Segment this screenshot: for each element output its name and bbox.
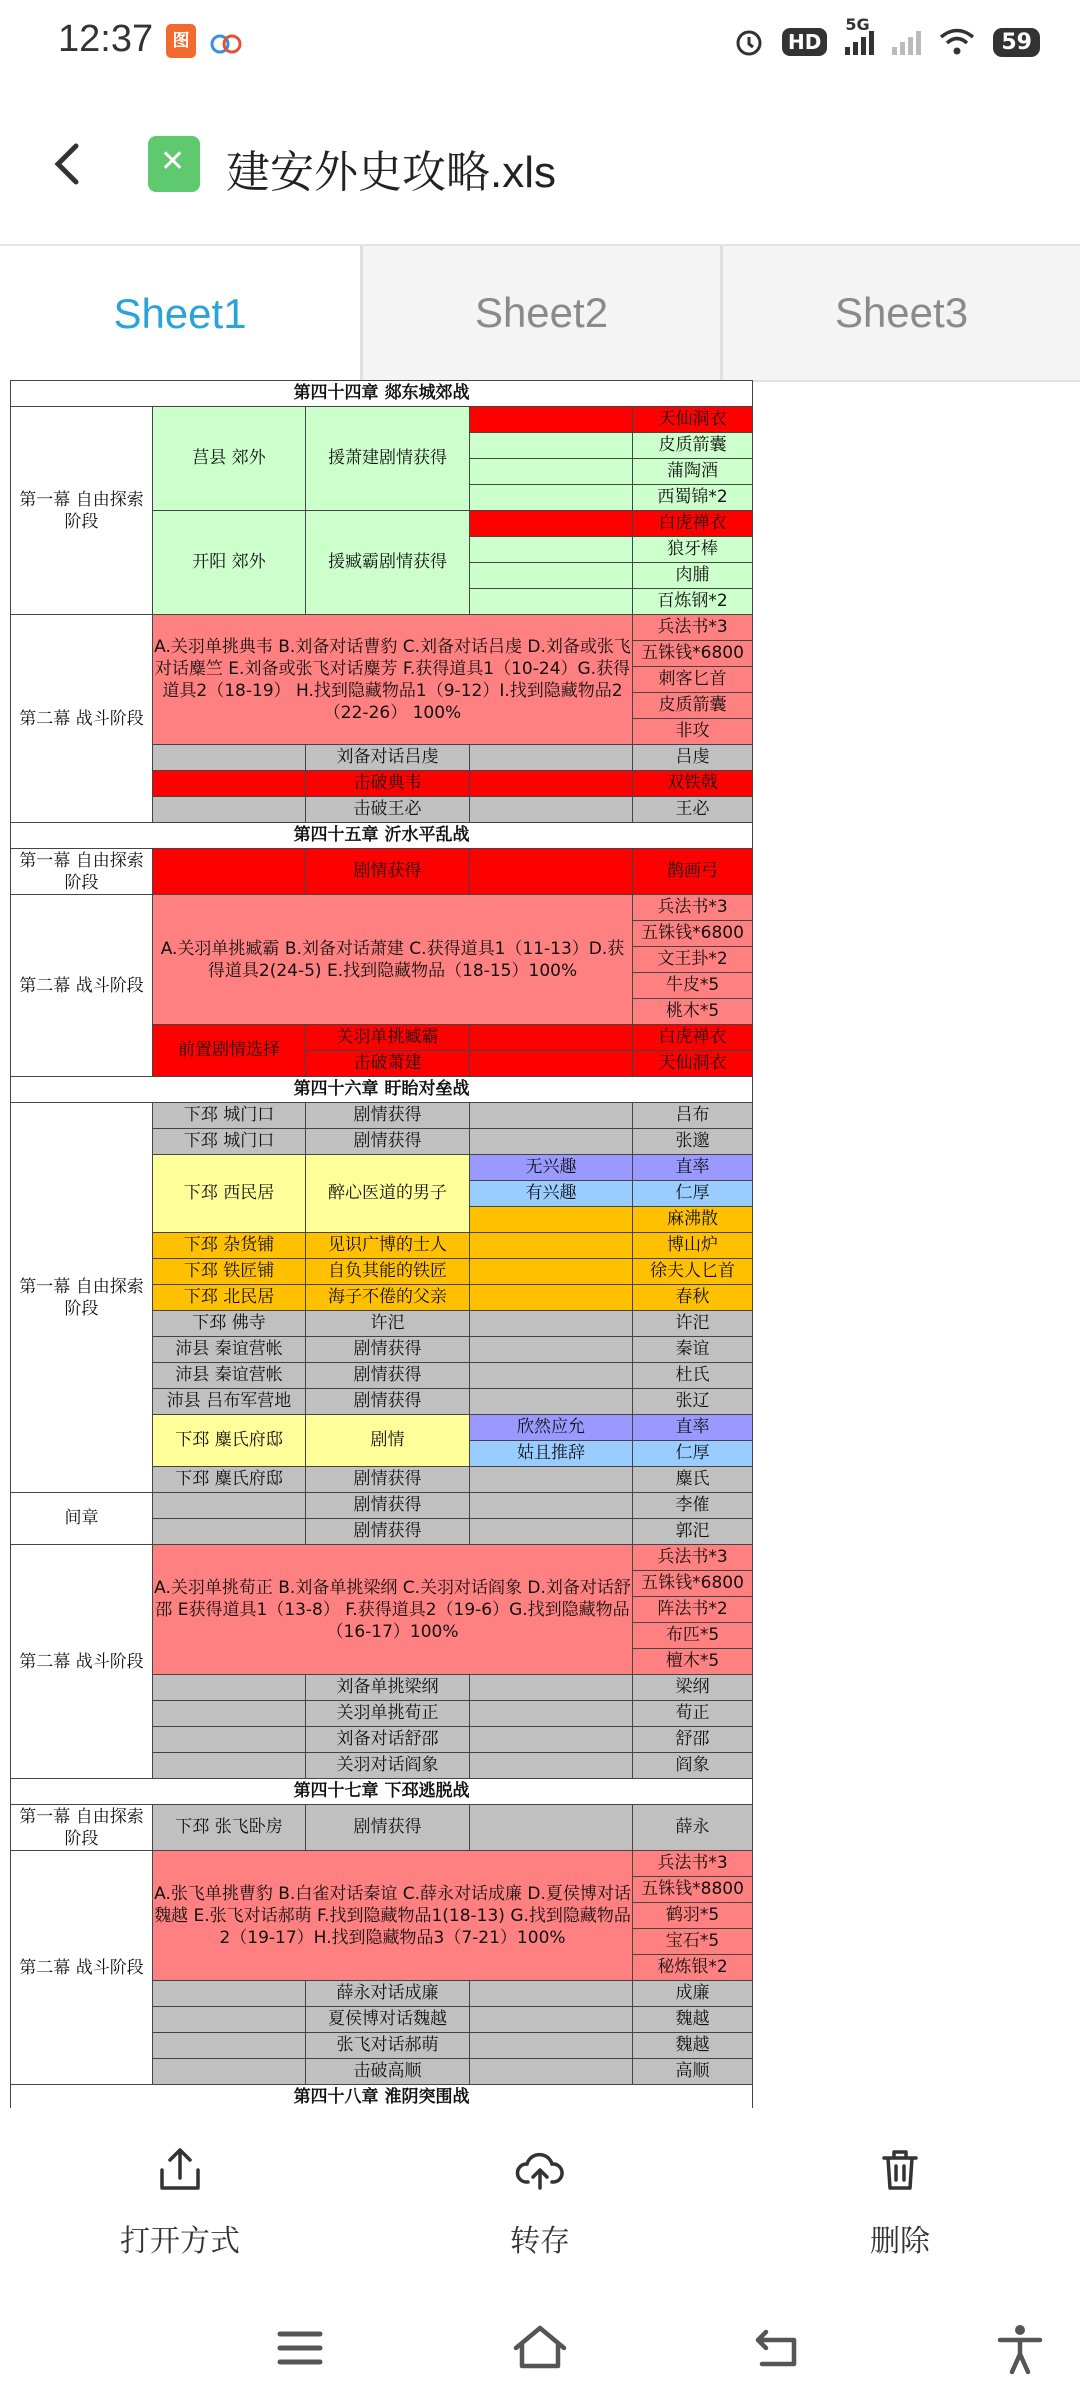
reward-cell: 张邈 xyxy=(633,1129,753,1155)
source-cell: 剧情获得 xyxy=(306,1519,470,1545)
accessibility-icon[interactable] xyxy=(990,2322,1050,2374)
reward-cell: 李傕 xyxy=(633,1493,753,1519)
spreadsheet-table xyxy=(10,380,753,2137)
source-cell: 剧情获得 xyxy=(306,1467,470,1493)
location-cell: 下邳 北民居 xyxy=(153,1285,306,1311)
reward-cell: 鹤羽*5 xyxy=(633,1903,753,1929)
source-cell: 自负其能的铁匠 xyxy=(306,1259,470,1285)
location-cell: 下邳 麋氏府邸 xyxy=(153,1467,306,1493)
notification-app-icon: 图 xyxy=(166,24,196,58)
cloud-sync-icon xyxy=(208,24,244,60)
act-label: 第一幕 自由探索阶段 xyxy=(11,849,153,895)
chapter-row xyxy=(11,381,753,407)
chapter-title: 第四十四章 郯东城郊战 xyxy=(11,381,753,407)
back-icon[interactable] xyxy=(750,2322,810,2374)
reward-cell: 兵法书*3 xyxy=(633,615,753,641)
source-cell: 援臧霸剧情获得 xyxy=(306,511,470,615)
status-icons xyxy=(734,15,1040,64)
reward-cell: 肉脯 xyxy=(633,563,753,589)
trash-icon xyxy=(874,2144,926,2196)
reward-cell: 春秋 xyxy=(633,1285,753,1311)
app-header xyxy=(0,84,1080,244)
file-title: 建安外史攻略.xls xyxy=(226,148,556,197)
reward-cell: 宝石*5 xyxy=(633,1929,753,1955)
reward-cell: 麋氏 xyxy=(633,1467,753,1493)
network-type: 5G xyxy=(845,15,870,34)
location-cell: 下邳 麋氏府邸 xyxy=(153,1415,306,1467)
reward-cell: 许汜 xyxy=(633,1311,753,1337)
location-cell: 下邳 西民居 xyxy=(153,1155,306,1233)
reward-cell: 吕虔 xyxy=(633,745,753,771)
event-cell: 击破萧建 xyxy=(306,1051,470,1077)
delete-label: 删除 xyxy=(870,2224,930,2259)
battle-objectives: A.关羽单挑臧霸 B.刘备对话萧建 C.获得道具1（11-13）D.获得道具2(24-5) E.找到隐藏物品（18-15）100% xyxy=(153,895,633,1025)
reward-cell: 双铁戟 xyxy=(633,771,753,797)
reward-cell: 成廉 xyxy=(633,1981,753,2007)
location-cell: 莒县 郊外 xyxy=(153,407,306,511)
reward-cell: 王必 xyxy=(633,797,753,823)
sheet-tabs xyxy=(0,244,1080,382)
reward-cell: 天仙洞衣 xyxy=(633,1051,753,1077)
act-label: 第一幕 自由探索阶段 xyxy=(11,1805,153,1851)
reward-cell: 阵法书*2 xyxy=(633,1597,753,1623)
event-cell: 关羽对话阎象 xyxy=(306,1753,470,1779)
reward-cell: 西蜀锦*2 xyxy=(633,485,753,511)
event-cell: 击破高顺 xyxy=(306,2059,470,2085)
chapter-title: 第四十六章 盱眙对垒战 xyxy=(11,1077,753,1103)
source-cell: 剧情获得 xyxy=(306,849,470,895)
act-label: 第二幕 战斗阶段 xyxy=(11,895,153,1077)
location-cell: 沛县 秦谊营帐 xyxy=(153,1363,306,1389)
location-cell: 开阳 郊外 xyxy=(153,511,306,615)
chapter-title: 第四十七章 下邳逃脱战 xyxy=(11,1779,753,1805)
reward-cell: 杜氏 xyxy=(633,1363,753,1389)
source-cell: 剧情获得 xyxy=(306,1103,470,1129)
reward-cell: 五铢钱*6800 xyxy=(633,1571,753,1597)
reward-cell: 吕布 xyxy=(633,1103,753,1129)
reward-cell: 张辽 xyxy=(633,1389,753,1415)
reward-cell: 梁纲 xyxy=(633,1675,753,1701)
reward-cell: 薛永 xyxy=(633,1805,753,1851)
choice-cell: 前置剧情选择 xyxy=(153,1025,306,1077)
reward-cell: 牛皮*5 xyxy=(633,973,753,999)
source-cell: 许汜 xyxy=(306,1311,470,1337)
reward-cell: 文王卦*2 xyxy=(633,947,753,973)
reward-cell: 五铢钱*8800 xyxy=(633,1877,753,1903)
source-cell: 剧情获得 xyxy=(306,1493,470,1519)
reward-cell: 蒲陶酒 xyxy=(633,459,753,485)
home-icon[interactable] xyxy=(510,2322,570,2374)
source-cell: 剧情获得 xyxy=(306,1389,470,1415)
hd-icon: HD xyxy=(782,28,827,56)
event-cell: 关羽单挑荀正 xyxy=(306,1701,470,1727)
event-cell: 张飞对话郝萌 xyxy=(306,2033,470,2059)
source-cell: 援萧建剧情获得 xyxy=(306,407,470,511)
reward-cell: 仁厚 xyxy=(633,1441,753,1467)
back-arrow-icon[interactable] xyxy=(48,142,88,186)
location-cell: 下邳 城门口 xyxy=(153,1103,306,1129)
option-cell: 姑且推辞 xyxy=(470,1441,633,1467)
option-cell: 有兴趣 xyxy=(470,1181,633,1207)
location-cell: 下邳 张飞卧房 xyxy=(153,1805,306,1851)
reward-cell: 舒邵 xyxy=(633,1727,753,1753)
source-cell: 剧情获得 xyxy=(306,1363,470,1389)
open-with-label: 打开方式 xyxy=(120,2224,240,2259)
reward-cell: 兵法书*3 xyxy=(633,1851,753,1877)
event-cell: 击破典韦 xyxy=(306,771,470,797)
reward-cell: 布匹*5 xyxy=(633,1623,753,1649)
act-label: 第一幕 自由探索阶段 xyxy=(11,407,153,615)
reward-cell: 五铢钱*6800 xyxy=(633,921,753,947)
event-cell: 刘备对话吕虔 xyxy=(306,745,470,771)
reward-cell: 郭汜 xyxy=(633,1519,753,1545)
option-cell: 无兴趣 xyxy=(470,1155,633,1181)
location-cell: 下邳 佛寺 xyxy=(153,1311,306,1337)
reward-cell: 直率 xyxy=(633,1155,753,1181)
reward-cell: 高顺 xyxy=(633,2059,753,2085)
tab-sheet3[interactable]: Sheet3 xyxy=(720,246,1080,382)
reward-cell: 非攻 xyxy=(633,719,753,745)
cloud-upload-icon xyxy=(514,2144,566,2196)
source-cell: 见识广博的士人 xyxy=(306,1233,470,1259)
act-label: 间章 xyxy=(11,1493,153,1545)
reward-cell: 皮质箭囊 xyxy=(633,433,753,459)
source-cell: 剧情获得 xyxy=(306,1805,470,1851)
reward-cell: 百炼钢*2 xyxy=(633,589,753,615)
chapter-title: 第四十五章 沂水平乱战 xyxy=(11,823,753,849)
signal-sim2-icon xyxy=(892,29,921,55)
signal-5g-icon xyxy=(845,15,874,55)
location-cell: 下邳 杂货铺 xyxy=(153,1233,306,1259)
battle-objectives: A.张飞单挑曹豹 B.白雀对话秦谊 C.薛永对话成廉 D.夏侯博对话魏越 E.张飞对话郝萌 F.找到隐藏物品1(18-13) G.找到隐藏物品2（19-17）H.找到隐藏物品3（7-21）100% xyxy=(153,1851,633,1981)
source-cell: 剧情 xyxy=(306,1415,470,1467)
status-time: 12:37 xyxy=(58,18,154,60)
reward-cell: 白虎禅衣 xyxy=(633,1025,753,1051)
reward-cell: 五铢钱*6800 xyxy=(633,641,753,667)
menu-icon[interactable] xyxy=(270,2322,330,2374)
act-label: 第一幕 自由探索阶段 xyxy=(11,1103,153,1493)
reward-cell: 檀木*5 xyxy=(633,1649,753,1675)
tab-sheet2[interactable]: Sheet2 xyxy=(360,246,720,382)
reward-cell: 鹊画弓 xyxy=(633,849,753,895)
source-cell: 剧情获得 xyxy=(306,1129,470,1155)
reward-cell: 刺客匕首 xyxy=(633,667,753,693)
event-cell: 击破王必 xyxy=(306,797,470,823)
act-label: 第二幕 战斗阶段 xyxy=(11,615,153,823)
reward-cell: 兵法书*3 xyxy=(633,1545,753,1571)
reward-cell: 博山炉 xyxy=(633,1233,753,1259)
reward-cell: 天仙洞衣 xyxy=(633,407,753,433)
chapter-title: 第四十八章 淮阴突围战 xyxy=(11,2085,753,2111)
tab-sheet1[interactable]: Sheet1 xyxy=(0,246,360,382)
share-icon xyxy=(154,2144,206,2196)
act-label: 第二幕 战斗阶段 xyxy=(11,1851,153,2085)
location-cell: 沛县 秦谊营帐 xyxy=(153,1337,306,1363)
location-cell: 沛县 吕布军营地 xyxy=(153,1389,306,1415)
source-cell: 醉心医道的男子 xyxy=(306,1155,470,1233)
reward-cell: 阎象 xyxy=(633,1753,753,1779)
reward-cell: 皮质箭囊 xyxy=(633,693,753,719)
reward-cell: 麻沸散 xyxy=(633,1207,753,1233)
battle-objectives: A.关羽单挑荀正 B.刘备单挑梁纲 C.关羽对话阎象 D.刘备对话舒邵 E获得道具1（13-8） F.获得道具2（19-6）G.找到隐藏物品（16-17）100% xyxy=(153,1545,633,1675)
wifi-icon xyxy=(939,28,975,56)
bottom-action-bar xyxy=(0,2108,1080,2298)
status-bar xyxy=(0,0,1080,84)
spreadsheet-view[interactable] xyxy=(10,380,752,2108)
event-cell: 关羽单挑臧霸 xyxy=(306,1025,470,1051)
source-cell: 剧情获得 xyxy=(306,1337,470,1363)
option-cell: 欣然应允 xyxy=(470,1415,633,1441)
battle-objectives: A.关羽单挑典韦 B.刘备对话曹豹 C.刘备对话吕虔 D.刘备或张飞对话麋竺 E.刘备或张飞对话麋芳 F.获得道具1（10-24）G.获得道具2（18-19） H.找到隐藏物品1（9-12）I.找到隐藏物品2（22-26） 100% xyxy=(153,615,633,745)
reward-cell: 白虎禅衣 xyxy=(633,511,753,537)
delete-button[interactable] xyxy=(800,2144,1000,2260)
event-cell: 刘备单挑梁纲 xyxy=(306,1675,470,1701)
event-cell: 夏侯博对话魏越 xyxy=(306,2007,470,2033)
battery-icon: 59 xyxy=(993,28,1040,57)
alarm-icon xyxy=(734,27,764,57)
save-to-button[interactable] xyxy=(440,2144,640,2260)
act-label: 第二幕 战斗阶段 xyxy=(11,1545,153,1779)
excel-file-icon xyxy=(148,136,200,192)
system-nav-bar xyxy=(0,2298,1080,2400)
reward-cell: 桃木*5 xyxy=(633,999,753,1025)
reward-cell: 直率 xyxy=(633,1415,753,1441)
reward-cell: 狼牙棒 xyxy=(633,537,753,563)
reward-cell: 魏越 xyxy=(633,2033,753,2059)
reward-cell: 徐夫人匕首 xyxy=(633,1259,753,1285)
reward-cell: 魏越 xyxy=(633,2007,753,2033)
reward-cell: 兵法书*3 xyxy=(633,895,753,921)
reward-cell: 荀正 xyxy=(633,1701,753,1727)
source-cell: 海子不倦的父亲 xyxy=(306,1285,470,1311)
event-cell: 薛永对话成廉 xyxy=(306,1981,470,2007)
open-with-button[interactable] xyxy=(80,2144,280,2260)
save-to-label: 转存 xyxy=(510,2224,570,2259)
event-cell: 刘备对话舒邵 xyxy=(306,1727,470,1753)
reward-cell: 秦谊 xyxy=(633,1337,753,1363)
location-cell: 下邳 城门口 xyxy=(153,1129,306,1155)
reward-cell: 仁厚 xyxy=(633,1181,753,1207)
location-cell: 下邳 铁匠铺 xyxy=(153,1259,306,1285)
reward-cell: 秘炼银*2 xyxy=(633,1955,753,1981)
